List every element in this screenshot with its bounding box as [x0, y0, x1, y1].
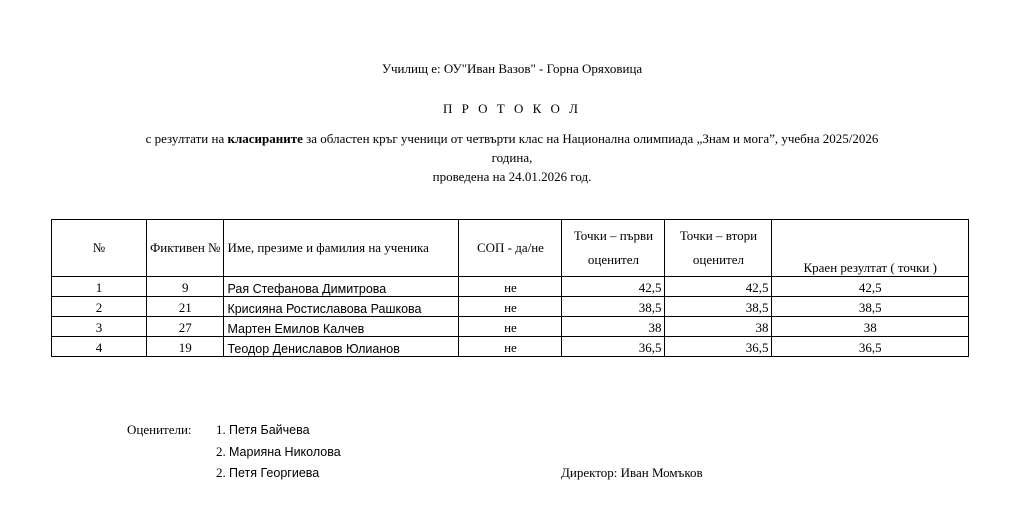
subtitle-line-1 — [0, 131, 1024, 147]
cell-fictitious: 19 — [147, 337, 224, 357]
assessor-number: 2. — [216, 444, 226, 459]
assessor-1 — [216, 422, 310, 438]
assessor-3 — [216, 465, 319, 481]
assessor-name: Марияна Николова — [229, 445, 341, 459]
assessor-name: Петя Байчева — [229, 423, 310, 437]
table-row — [52, 317, 969, 337]
assessor-name: Петя Георгиева — [229, 466, 320, 480]
assessor-number: 2. — [216, 465, 226, 480]
subtitle-text-after: за областен кръг ученици от четвърти клас на Национална олимпиада „Знам и мога”, учебна 2025/2026 — [302, 131, 879, 146]
document-title: П Р О Т О К О Л — [443, 101, 581, 116]
header-points-second — [665, 220, 772, 277]
header-points-second-line1: Точки – втори — [679, 228, 758, 243]
header-points-first — [562, 220, 665, 277]
cell-points-second: 38 — [665, 317, 772, 337]
subtitle-line-2: година, — [491, 150, 533, 165]
subtitle-line-3: проведена на 24.01.2026 год. — [432, 169, 592, 184]
results-table — [51, 219, 969, 357]
table-row — [52, 277, 969, 297]
cell-points-first: 36,5 — [562, 337, 665, 357]
cell-final: 36,5 — [772, 337, 969, 357]
assessor-2 — [216, 444, 341, 460]
subtitle-text-before: с резултати на — [145, 131, 228, 146]
cell-points-first: 38 — [562, 317, 665, 337]
cell-points-first: 42,5 — [562, 277, 665, 297]
cell-no: 4 — [52, 337, 147, 357]
table-header-row — [52, 220, 969, 277]
cell-fictitious: 27 — [147, 317, 224, 337]
cell-no: 2 — [52, 297, 147, 317]
cell-name: Крисияна Ростиславова Рашкова — [224, 297, 459, 317]
cell-points-second: 36,5 — [665, 337, 772, 357]
table-row — [52, 337, 969, 357]
header-points-first-line2: оценител — [587, 252, 639, 267]
assessor-number: 1. — [216, 422, 226, 437]
cell-points-second: 42,5 — [665, 277, 772, 297]
cell-sop: не — [459, 317, 562, 337]
cell-final: 42,5 — [772, 277, 969, 297]
cell-fictitious: 21 — [147, 297, 224, 317]
cell-sop: не — [459, 277, 562, 297]
cell-fictitious: 9 — [147, 277, 224, 297]
cell-points-first: 38,5 — [562, 297, 665, 317]
cell-name: Теодор Дениславов Юлианов — [224, 337, 459, 357]
subtitle-bold-word: класираните — [227, 131, 303, 146]
header-final: Краен резултат ( точки ) — [772, 220, 969, 277]
director-signature-line: Директор: Иван Момъков — [561, 465, 703, 480]
cell-no: 1 — [52, 277, 147, 297]
header-points-first-line1: Точки – първи — [573, 228, 654, 243]
header-points-second-line2: оценител — [692, 252, 744, 267]
cell-points-second: 38,5 — [665, 297, 772, 317]
cell-final: 38,5 — [772, 297, 969, 317]
school-line: Училищ е: ОУ"Иван Вазов" - Горна Оряховица — [381, 61, 643, 76]
assessors-label: Оценители: — [127, 422, 192, 437]
cell-sop: не — [459, 297, 562, 317]
header-no: № — [52, 220, 147, 277]
header-sop: СОП - да/не — [459, 220, 562, 277]
cell-final: 38 — [772, 317, 969, 337]
cell-name: Мартен Емилов Калчев — [224, 317, 459, 337]
header-fictitious: Фиктивен № — [147, 220, 224, 277]
cell-sop: не — [459, 337, 562, 357]
cell-no: 3 — [52, 317, 147, 337]
header-name: Име, презиме и фамилия на ученика — [224, 220, 459, 277]
cell-name: Рая Стефанова Димитрова — [224, 277, 459, 297]
table-row — [52, 297, 969, 317]
